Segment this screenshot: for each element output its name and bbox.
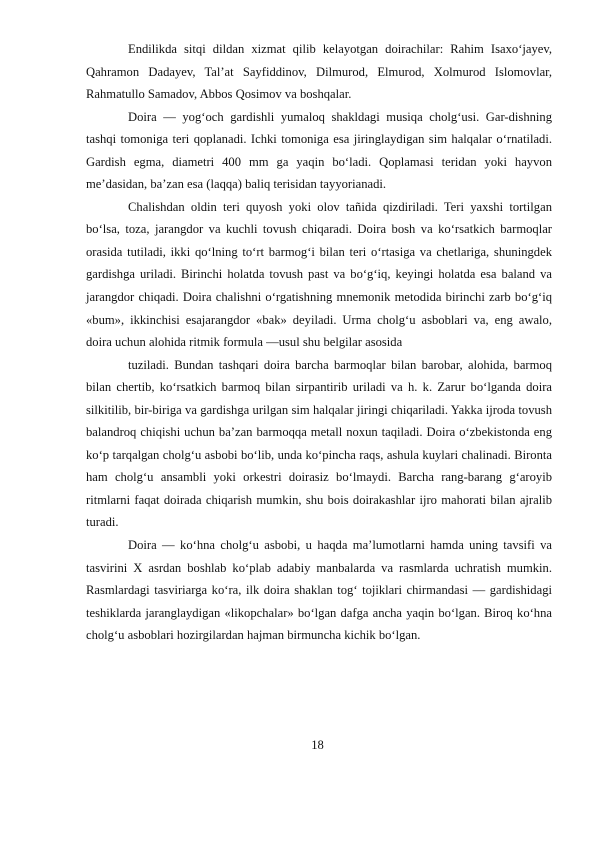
page-number: 18: [311, 738, 324, 752]
paragraph-doirachilar: Endilikda sitqi dildan xizmat qilib kelayotgan doirachilar: Rahim Isaxo‘jayev, Qahramon Dadayev, Tal’at Sayfiddinov, Dilmurod, Elmurod, Xolmurod Islomovlar, Rahmatullo Samadov, Abbos Qosimov va boshqalar.: [86, 42, 552, 102]
document-page: [86, 38, 552, 647]
paragraph-history: Doira — ko‘hna cholg‘u asbobi, u haqda ma’lumotlarni hamda uning tavsifi va tasvirini X asrdan boshlab ko‘plab adabiy manbalarda va rasmlarda uchratish mumkin. Rasmlardagi tasviriarga ko‘ra, ilk doira shaklan tog‘ tojiklari chirmandasi — gardishidagi teshiklarda jaranglaydigan «likopchalar» bo‘lgan dafga ancha yaqin bo‘lgan. Biroq ko‘hna cholg‘u asboblari hozirgilardan hajman birmuncha kichik bo‘lgan.: [86, 538, 552, 643]
paragraph-usul-techniques: tuziladi. Bundan tashqari doira barcha barmoqlar bilan barobar, alohida, barmoq bilan chertib, ko‘rsatkich barmoq bilan sirpantirib uriladi va h. k. Zarur bo‘lganda doira silkitilib, bir-biriga va gardishga urilgan sim halqalar jiringi chiqariladi. Yakka ijroda tovush balandroq chiqishi uchun ba’zan barmoqqa metall noxun taqiladi. Doira o‘zbekistonda eng ko‘p tarqalgan cholg‘u asbobi bo‘lib, unda ko‘pincha raqs, ashula kuylari chalinadi. Bironta ham cholg‘u ansambli yoki orkestri doirasiz bo‘lmaydi. Barcha rang-barang g‘aroyib ritmlarni faqat doirada chiqarish mumkin, shu bois doirakashlar ijro mahorati bilan ajralib turadi.: [86, 357, 552, 530]
paragraph-doira-description: Doira — yog‘och gardishli yumaloq shakldagi musiqa cholg‘usi. Gar-dishning tashqi tomoniga teri qoplanadi. Ichki tomoniga esa jiringlaydigan sim halqalar o‘rnatiladi. Gardish egma, diametri 400 mm ga yaqin bo‘ladi. Qoplamasi teridan yoki hayvon me’dasidan, ba’zan esa (laqqa) baliq terisidan tayyorianadi.: [86, 109, 552, 192]
paragraph-playing-technique: Chalishdan oldin teri quyosh yoki olov tañida qizdiriladi. Teri yaxshi tortilgan bo‘lsa, toza, jarangdor va kuchli tovush chiqaradi. Doira bosh va ko‘rsatkich barmoqlar orasida tutiladi, ikki qo‘lning to‘rt barmog‘i bilan teri o‘rtasiga va chetlariga, shuningdek gardishga uriladi. Birinchi holatda tovush past va bo‘g‘iq, keyingi holatda esa baland va jarangdor chiqadi. Doira chalishni o‘rgatishning mnemonik metodida birinchi zarb bo‘g‘iq «bum», ikkinchisi esajarangdor «bak» deyiladi. Urma cholg‘u asboblari va, eng awalo, doira uchun alohida ritmik formula —usul shu belgilar asosida: [86, 199, 552, 350]
